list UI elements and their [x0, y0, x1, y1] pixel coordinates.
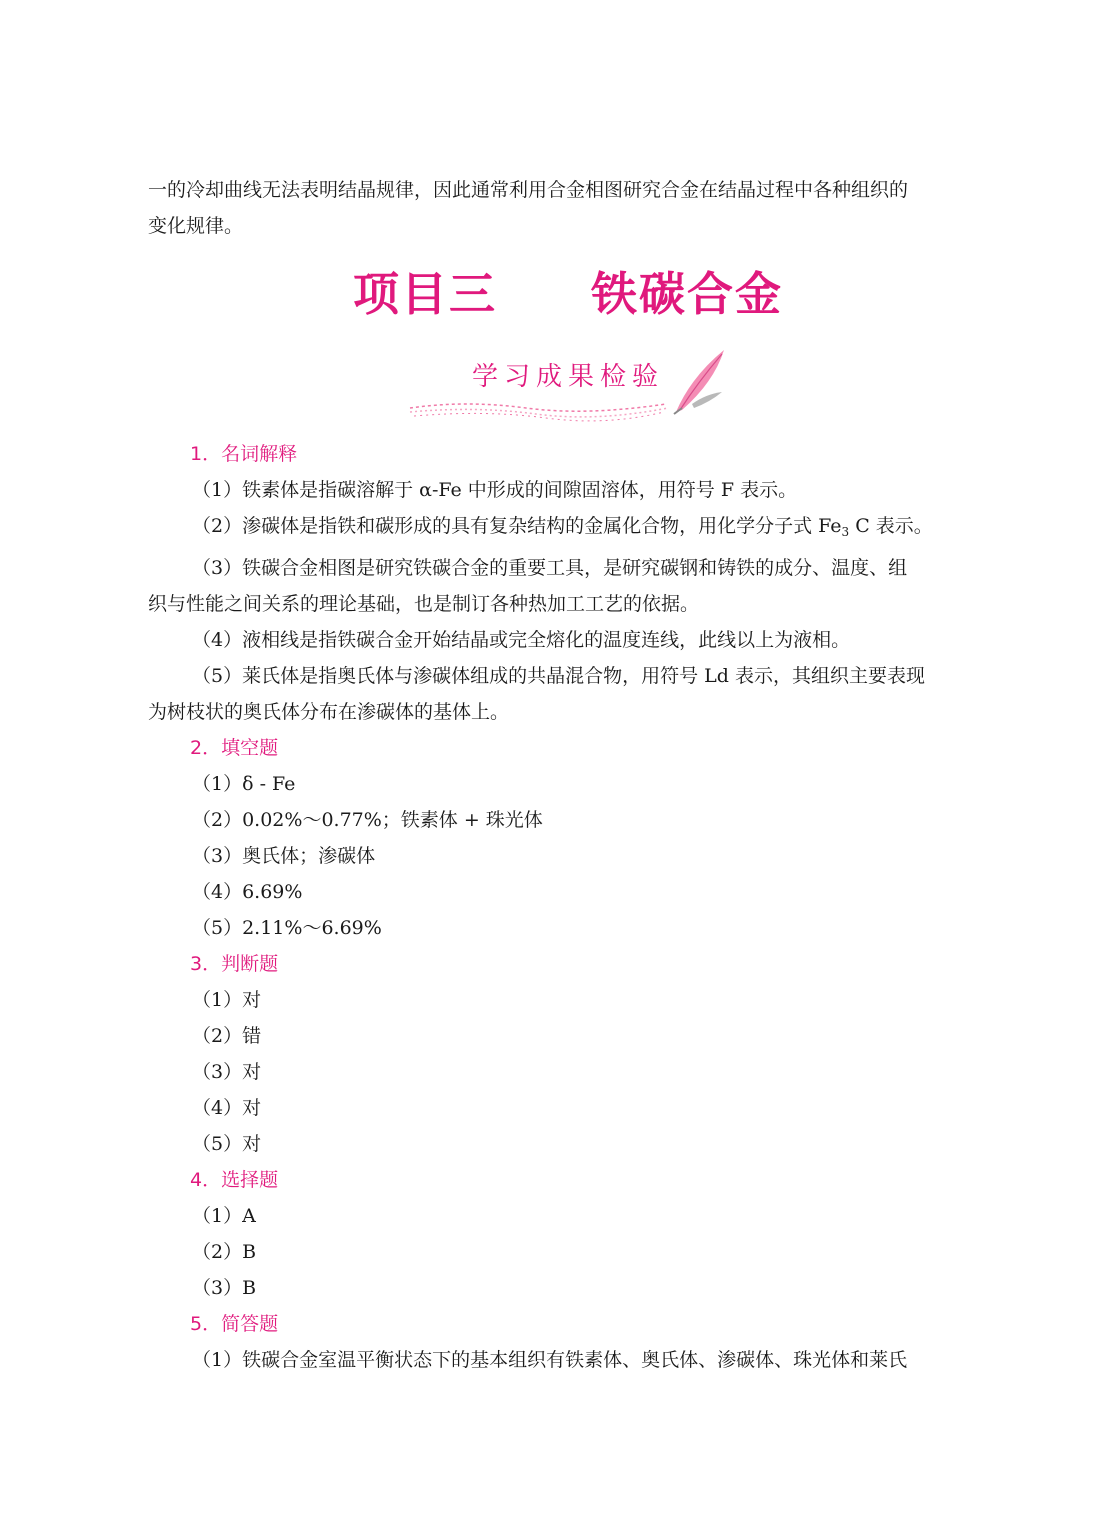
section-heading-5: 5．简答题 — [190, 1313, 279, 1335]
list-item: （2）B — [192, 1241, 257, 1263]
list-item: （3）对 — [192, 1061, 262, 1083]
list-item: （1）对 — [192, 989, 262, 1011]
list-item-continuation: 织与性能之间关系的理论基础，也是制订各种热加工工艺的依据。 — [148, 593, 700, 615]
list-item: （5）2.11%～6.69% — [192, 917, 382, 939]
project-title — [148, 254, 988, 334]
list-item: （3）奥氏体；渗碳体 — [192, 845, 376, 867]
project-name: 铁碳合金 — [591, 267, 783, 321]
intro-line-1: 一的冷却曲线无法表明结晶规律，因此通常利用合金相图研究合金在结晶过程中各种组织的 — [148, 179, 909, 201]
section-banner — [148, 342, 988, 436]
list-item: （4）液相线是指铁碳合金开始结晶或完全熔化的温度连线，此线以上为液相。 — [192, 629, 851, 651]
section-heading-4: 4．选择题 — [190, 1169, 279, 1191]
section-heading-1: 1．名词解释 — [190, 443, 298, 465]
list-item: （2）0.02%～0.77%；铁素体 + 珠光体 — [192, 809, 543, 831]
list-item: （3）B — [192, 1277, 257, 1299]
intro-line-2: 变化规律。 — [148, 215, 244, 237]
list-item: （4）对 — [192, 1097, 262, 1119]
list-item-continuation: 为树枝状的奥氏体分布在渗碳体的基体上。 — [148, 701, 510, 723]
project-number: 项目三 — [353, 267, 497, 321]
list-item: （2）错 — [192, 1025, 262, 1047]
list-item: （5）对 — [192, 1133, 262, 1155]
page-content — [148, 172, 988, 1378]
list-item: （5）莱氏体是指奥氏体与渗碳体组成的共晶混合物，用符号 Ld 表示，其组织主要表现 — [192, 665, 925, 687]
list-item: （1）δ - Fe — [192, 773, 296, 795]
list-item: （1）A — [192, 1205, 256, 1227]
list-item: （1）铁素体是指碳溶解于 α-Fe 中形成的间隙固溶体，用符号 F 表示。 — [192, 479, 798, 501]
list-item: （2）渗碳体是指铁和碳形成的具有复杂结构的金属化合物，用化学分子式 $Fe_3$ C 表示。 — [192, 515, 933, 539]
list-item: （1）铁碳合金室温平衡状态下的基本组织有铁素体、奥氏体、渗碳体、珠光体和莱氏 — [192, 1349, 908, 1371]
list-item: （3）铁碳合金相图是研究铁碳合金的重要工具，是研究碳钢和铸铁的成分、温度、组 — [192, 557, 908, 579]
list-item: （4）6.69% — [192, 881, 303, 903]
section-heading-2: 2．填空题 — [190, 737, 279, 759]
banner-title: 学习成果检验 — [471, 362, 664, 392]
section-heading-3: 3．判断题 — [190, 953, 279, 975]
